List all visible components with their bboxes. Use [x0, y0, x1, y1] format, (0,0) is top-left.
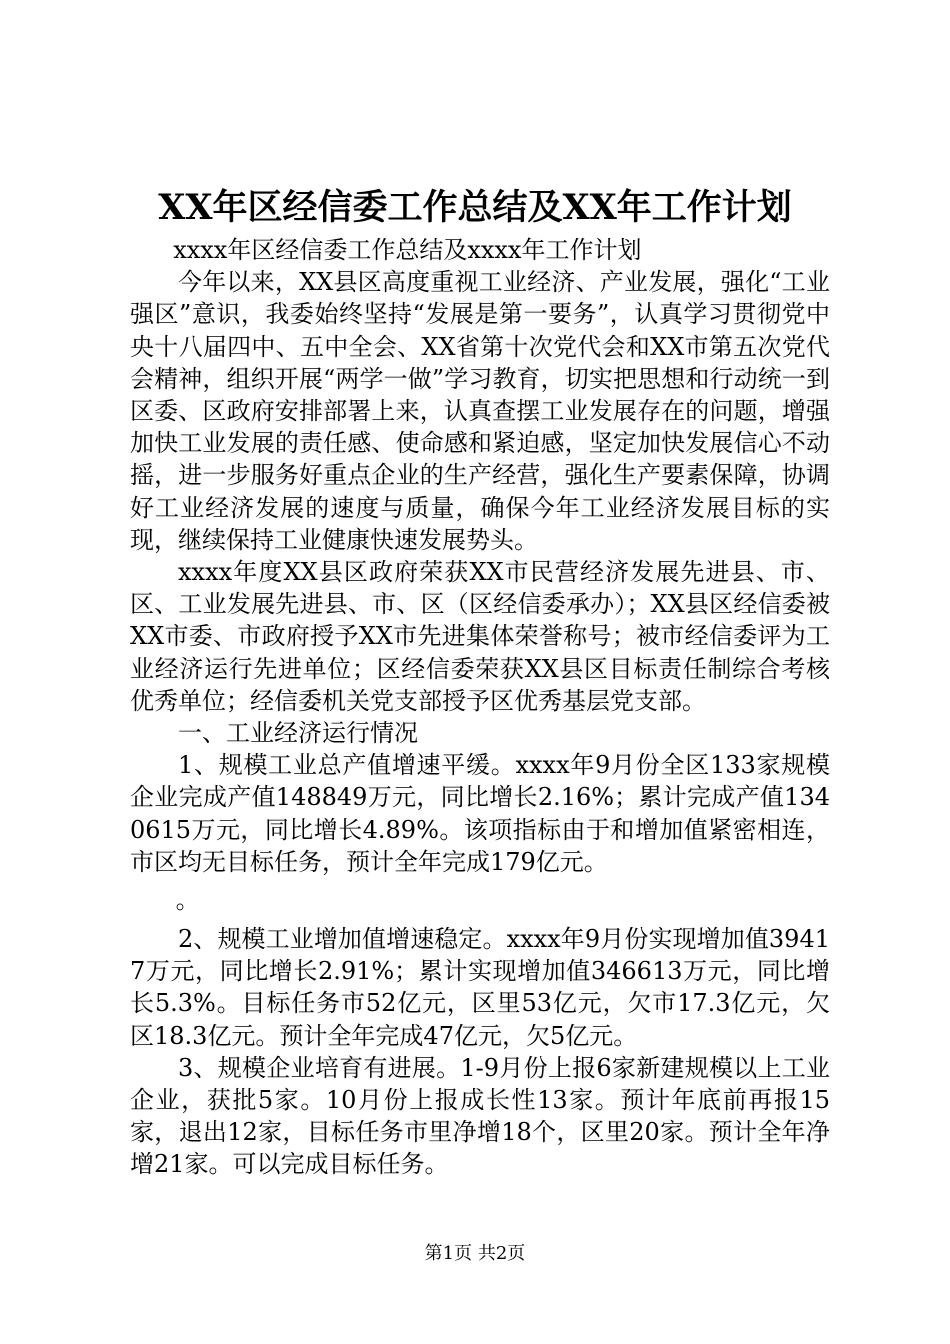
document-title: XX年区经信委工作总结及XX年工作计划	[158, 187, 792, 228]
document-subtitle: xxxx年区经信委工作总结及xxxx年工作计划	[173, 236, 642, 264]
paragraph-enterprise-cultivation: 3、规模企业培育有进展。1-9月份上报6家新建规模以上工业企业，获批5家。10月份上报成长性13家。预计年底前再报15家，退出12家，目标任务市里净增18个，区里20家。预计全年净增21家。可以完成目标任务。	[130, 1053, 830, 1179]
paragraph-stray-period: 。	[175, 886, 200, 915]
paragraph-honors: xxxx年度XX县区政府荣获XX市民营经济发展先进县、市、区、工业发展先进县、市、区（区经信委承办）；XX县区经信委被XX市委、市政府授予XX市先进集体荣誉称号；被市经信委评为工业经济运行先进单位；区经信委荣获XX县区目标责任制综合考核优秀单位；经信委机关党支部授予区优秀基层党支部。	[130, 558, 830, 715]
paragraph-output-value: 1、规模工业总产值增速平缓。xxxx年9月份全区133家规模企业完成产值148849万元，同比增长2.16%；累计完成产值1340615万元，同比增长4.89%。该项指标由于和增加值紧密相连，市区均无目标任务，预计全年完成179亿元。	[130, 751, 830, 876]
page-number-footer: 第1页 共2页	[424, 1243, 526, 1264]
document-body	[130, 234, 830, 1181]
paragraph-intro: 今年以来，XX县区高度重视工业经济、产业发展，强化“工业强区”意识，我委始终坚持“发展是第一要务”，认真学习贯彻党中央十八届四中、五中全会、XX省第十次党代会和XX市第五次党代会精神，组织开展“两学一做”学习教育，切实把思想和行动统一到区委、区政府安排部署上来，认真查摆工业发展存在的问题，增强加快工业发展的责任感、使命感和紧迫感，坚定加快发展信心不动摇，进一步服务好重点企业的生产经营，强化生产要素保障，协调好工业经济发展的速度与质量，确保今年工业经济发展目标的实现，继续保持工业健康快速发展势头。	[130, 268, 830, 554]
paragraph-added-value: 2、规模工业增加值增速稳定。xxxx年9月份实现增加值39417万元，同比增长2.91%；累计实现增加值346613万元，同比增长5.3%。目标任务市52亿元，区里53亿元，欠市17.3亿元，欠区18.3亿元。预计全年完成47亿元，欠5亿元。	[130, 925, 830, 1050]
section-heading-industrial-operation: 一、工业经济运行情况	[178, 719, 418, 748]
